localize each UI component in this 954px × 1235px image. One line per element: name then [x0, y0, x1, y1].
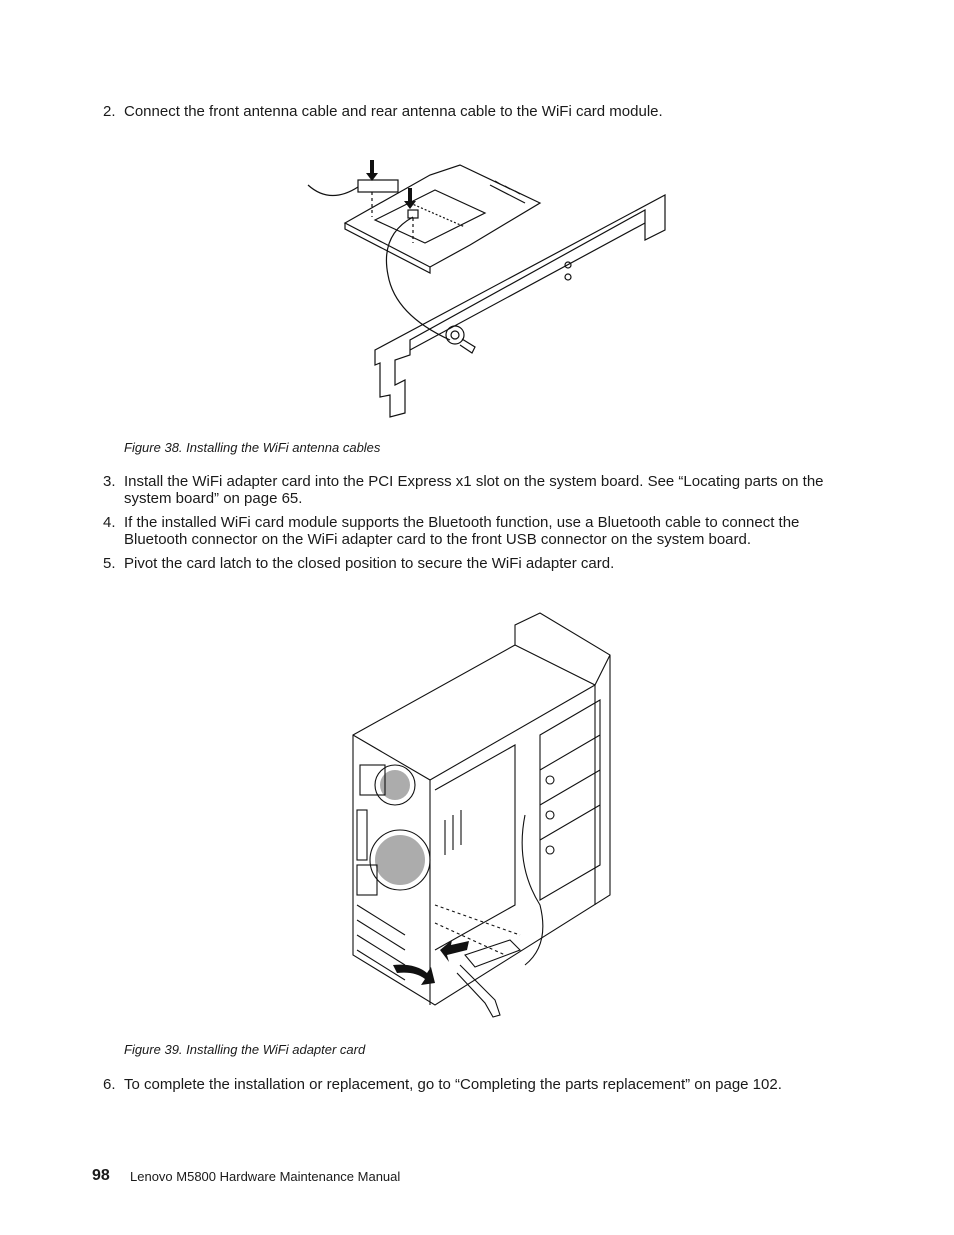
step-text: Pivot the card latch to the closed position to secure the WiFi adapter card. [124, 555, 615, 572]
step-text: Install the WiFi adapter card into the PCI Express x1 slot on the system board. See “Locating parts on the system board” on page 65. [124, 473, 824, 507]
figure-wifi-adapter-install [345, 605, 625, 1025]
step-number: 2. [103, 103, 116, 120]
figure-wifi-antenna-cables [300, 155, 675, 420]
computer-chassis-illustration [345, 605, 625, 1025]
footer-title: Lenovo M5800 Hardware Maintenance Manual [130, 1169, 401, 1184]
page-number: 98 [92, 1167, 110, 1184]
step-number: 6. [103, 1076, 116, 1093]
figure-caption: Figure 39. Installing the WiFi adapter card [124, 1042, 366, 1057]
step-number: 4. [103, 514, 116, 531]
step-text: To complete the installation or replacement, go to “Completing the parts replacement” on page 102. [124, 1076, 782, 1093]
step-text: If the installed WiFi card module supports the Bluetooth function, use a Bluetooth cable to connect the Bluetooth connector on the WiFi adapter card to the front USB connector on the system board. [124, 514, 800, 548]
step-text: Connect the front antenna cable and rear antenna cable to the WiFi card module. [124, 103, 663, 120]
step-number: 5. [103, 555, 116, 572]
wifi-card-illustration [300, 155, 675, 420]
figure-caption: Figure 38. Installing the WiFi antenna cables [124, 440, 381, 455]
step-number: 3. [103, 473, 116, 490]
